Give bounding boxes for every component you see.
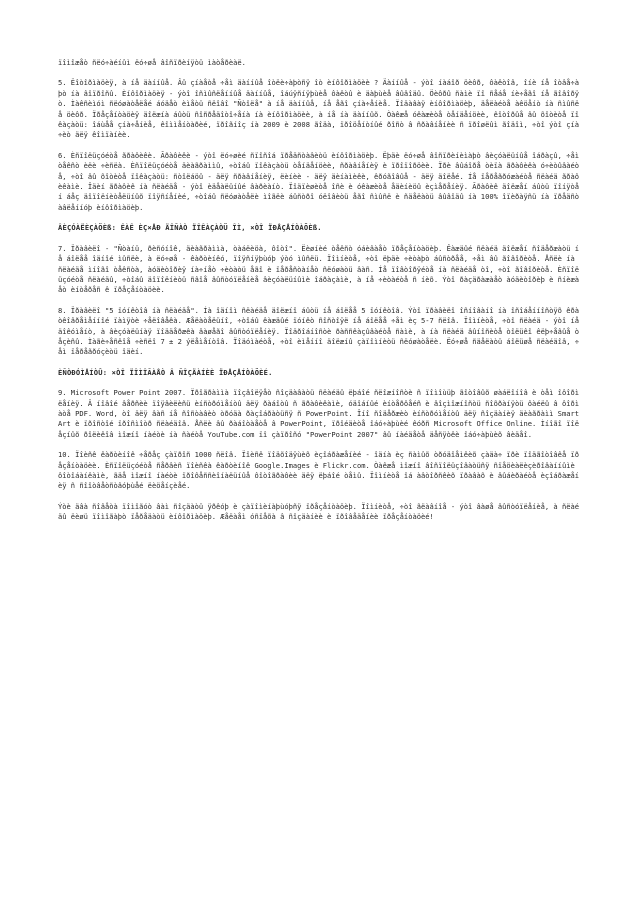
- paragraph-tip-9: 9. Microsoft Power Point 2007. Ïðîãðàììà ïîçâîëÿåò ñîçäàâàòü ñëàéäû ëþáîé ñëîæíîñòè ñ ïîìîùüþ ãîòîâûõ øàáëîíîâ è òåì îôîðìëåíèÿ. Â íîâîé âåðñèè ïîÿâèëèñü èíñòðóìåíòû äëÿ ðàáîòû ñ ãðàôèêàìè, óäîáíûé èíòåðôåéñ è âîçìîæíîñòü ñîõðàíÿòü ôàéëû â ôîðìàòå PDF. Word, òî äëÿ âàñ íå ñîñòàâèò òðóäà ðàçîáðàòüñÿ ñ PowerPoint. Îíî ñîäåðæèò èíñòðóìåíòû äëÿ ñîçäàíèÿ äèàãðàìì SmartArt è ïðîñòîé ïðîñìîòð ñëàéäîâ. Åñëè âû ðàáîòàåòå â PowerPoint, ïðîéäèòå îáó÷àþùèé êóðñ Microsoft Office Online. Ìíîãî ïîëåçíûõ ðîëèêîâ ìîæíî íàéòè íà ñàéòå YouTube.com ïî çàïðîñó "PowerPoint 2007" âû íàéäåòå äåñÿòêè îáó÷àþùèõ âèäåî.: [58, 388, 580, 439]
- section-heading-visualization: ÂÈÇÓÀËÈÇÀÖÈß: ÊÀÊ ÈÇ×ÅÐ ÄÎÑÀÒ ÏÎÊÀÇÀÒÜ ÎÌ, ×ÒÎ ÏÐÅÇÅÍÒÀÖÈß.: [58, 223, 322, 233]
- paragraph-tip-6: 6. Èñïîëüçóéòå ãðàôèêè. Ãðàôèêè - ýòî ëó÷øèé ñïîñîá ïðåäñòàâèòü èíôîðìàöèþ. Ëþäè ëó÷øå âîñïðèíèìàþò âèçóàëüíûå îáðàçû, ÷åì òåêñò èëè ÷èñëà. Èñïîëüçóéòå äèàãðàììû, ÷òîáû ïîêàçàòü òåíäåíöèè, ñðàâíåíèÿ è ïðîïîðöèè. Ïðè âûáîðå òèïà ãðàôèêà ó÷èòûâàéòå, ÷òî âû õîòèòå ïîêàçàòü: ñòîëáöû - äëÿ ñðàâíåíèÿ, ëèíèè - äëÿ äèíàìèêè, êðóãîâûå - äëÿ äîëåé. Íå ïåðåãðóæàéòå ñëàéä ãðàôèêàìè. Îäèí ãðàôèê íà ñëàéäå - ýòî èäåàëüíûé âàðèàíò. Ïîäïèøèòå îñè è óêàæèòå åäèíèöû èçìåðåíèÿ. Ãðàôèê äîëæåí áûòü ïîíÿòåí áåç äîïîëíèòåëüíûõ ïîÿñíåíèé, ÷òîáû ñëóøàòåëè ìîãëè áûñòðî óëîâèòü åãî ñìûñë è ñäåëàòü âûâîäû íà 100% îïèðàÿñü íà ïðåäñòàâëåííóþ èíôîðìàöèþ.: [58, 150, 584, 212]
- paragraph-tip-10: 10. Ïîèñê êàðòèíîê ÷åðåç çàïðîñ 1000 ñëîâ. Ïîèñê ïîäõîäÿùèõ èçîáðàæåíèé - îäíà èç ñàìûõ òðóäîåìêèõ çàäà÷ ïðè ïîäãîòîâêå ïðåçåíòàöèè. Èñïîëüçóéòå ñåðâèñ ïîèñêà êàðòèíîê Google.Images è Flickr.com. Òàêæå ìîæíî âîñïîëüçîâàòüñÿ ñïåöèàëèçèðîâàííûìè ôîòîáàíêàìè, ãäå ìîæíî íàéòè ïðîôåññèîíàëüíûå ôîòîãðàôèè äëÿ ëþáîé òåìû. Ïîìíèòå îá àâòîðñêèõ ïðàâàõ è âûáèðàéòå èçîáðàæåíèÿ ñ ñîîòâåòñòâóþùåé ëèöåíçèåé.: [58, 450, 580, 491]
- paragraph-tip-8: 8. Ïðàâèëî "5 ïóíêòîâ íà ñëàéäå". Íà îäíîì ñëàéäå äîëæíî áûòü íå áîëåå 5 ïóíêòîâ. Ýòî ïðàâèëî îñíîâàíî íà îñîáåííîñòÿõ êðàòêîâðåìåííîé ïàìÿòè ÷åëîâåêà. Æåëàòåëüíî, ÷òîáû êàæäûé ïóíêò ñîñòîÿë íå áîëåå ÷åì èç 5-7 ñëîâ. Ïîìíèòå, ÷òî ñëàéä - ýòî íå äîêóìåíò, à âèçóàëüíàÿ ïîääåðæêà âàøåãî âûñòóïëåíèÿ. Ïîäðîáíîñòè ðàññêàçûâàéòå ñàìè, à íà ñëàéä âûíîñèòå òîëüêî êëþ÷åâûå òåçèñû. Ìàãè÷åñêîå ÷èñëî 7 ± 2 ýëåìåíòîâ. Ïîäóìàéòå, ÷òî èìåííî äîëæíû çàïîìíèòü ñëóøàòåëè. Ëó÷øå ñäåëàòü áîëüøå ñëàéäîâ, ÷åì ïåðåãðóçèòü îäèí.: [58, 305, 584, 357]
- paragraph-tip-7: 7. Ïðàâèëî - "Ñòàíü, ðèñóíîê, äèàãðàììà, òàáëèöà, ôîòî". Ëèøíèé òåêñò óáèâàåò ïðåçåíòàöèþ. Êàæäûé ñëàéä äîëæåí ñîäåðæàòü íå áîëåå îäíîé ìûñëè, à ëó÷øå - êàðòèíêó, ïîÿñíÿþùóþ ýòó ìûñëü. Ïîìíèòå, ÷òî ëþäè ÷èòàþò áûñòðåå, ÷åì âû ãîâîðèòå. Åñëè íà ñëàéäå ìíîãî òåêñòà, àóäèòîðèÿ íà÷íåò ÷èòàòü åãî è ïåðåñòàíåò ñëóøàòü âàñ. Íå ïîâòîðÿéòå íà ñëàéäå òî, ÷òî ãîâîðèòå. Èñïîëüçóéòå ñëàéäû, ÷òîáû äîïîëíèòü ñâîå âûñòóïëåíèå âèçóàëüíûìè îáðàçàìè, à íå ÷èòàéòå ñ íèõ. Ýòî ðàçäðàæàåò àóäèòîðèþ è ñíèæàåò èíòåðåñ ê ïðåçåíòàöèè.: [58, 243, 580, 295]
- paragraph-tip-5: 5. Ëîòîðìàöèÿ, à íå äàííûå. Âû çíàåòå ÷åì äàííûå îòëè÷àþòñÿ îò èíôîðìàöèè ? Äàííûå - ýòî íàáîð öèôð, ôàêòîâ, îíè íå îòâå÷àþò íà âîïðîñû. Èíôîðìàöèÿ - ýòî îñìûñëåííûå äàííûå, îáúÿñíÿþùèå ôàêòû è äàþùèå âûâîäû. Öèôðû ñàìè ïî ñåáå íè÷åãî íå ãîâîðÿò. Ìàêñèìóì ñëóøàòåëåé áóäåò èìåòü ñëîâî "Ñòîëå" à íå äàííûå, íå åãî çíà÷åíèå. Ïîäàâàÿ èíôîðìàöèþ, äåëàéòå àêöåíò íà ñìûñëå öèôð. Ïðåçåíòàöèÿ äîëæíà áûòü ñîñðåäîòî÷åíà íà èíôîðìàöèè, à íå íà äàííûõ. Òàêæå óêàæèòå òåíäåíöèè, êîòîðûå âû õîòèòå ïîêàçàòü: îáùåå çíà÷åíèå, êîììåíòàðèé, ïðîãíîç íà 2009 è 2008 ãîäà, ïðîöåíòíûé ðîñò â ñðàâíåíèè ñ ïðîøëûì ãîäîì, ÷òî ýòî çíà÷èò äëÿ êîìïàíèè.: [58, 78, 580, 140]
- section-heading-tools: ÈÑÒÐÓÌÅÍÒÛ: ×ÒÎ ÏÎÌÎÃÀÅÒ Â ÑÎÇÄÀÍÈÈ ÏÐÅÇÅÍÒÀÖÈÉ.: [58, 367, 273, 377]
- paragraph-intro-tail: ïîìîæåò ñëó÷àéíûì ëó÷øå âîñïðèíÿòü ìàòåðèàë.: [58, 58, 246, 67]
- document-page: [58, 58, 582, 533]
- paragraph-closing: Ýòè äâà ñîâåòà ïîìîãóò âàì ñîçäàòü ÿðêóþ è çàïîìèíàþùóþñÿ ïðåçåíòàöèþ. Ïîìíèòå, ÷òî ãëàâíîå - ýòî âàøå âûñòóïëåíèå, à ñëàéäû ëèøü ïîìîãàþò ïåðåäàòü èíôîðìàöèþ. Æåëàåì óñïåõà â ñîçäàíèè è ïðîâåäåíèè ïðåçåíòàöèé!: [58, 501, 580, 522]
